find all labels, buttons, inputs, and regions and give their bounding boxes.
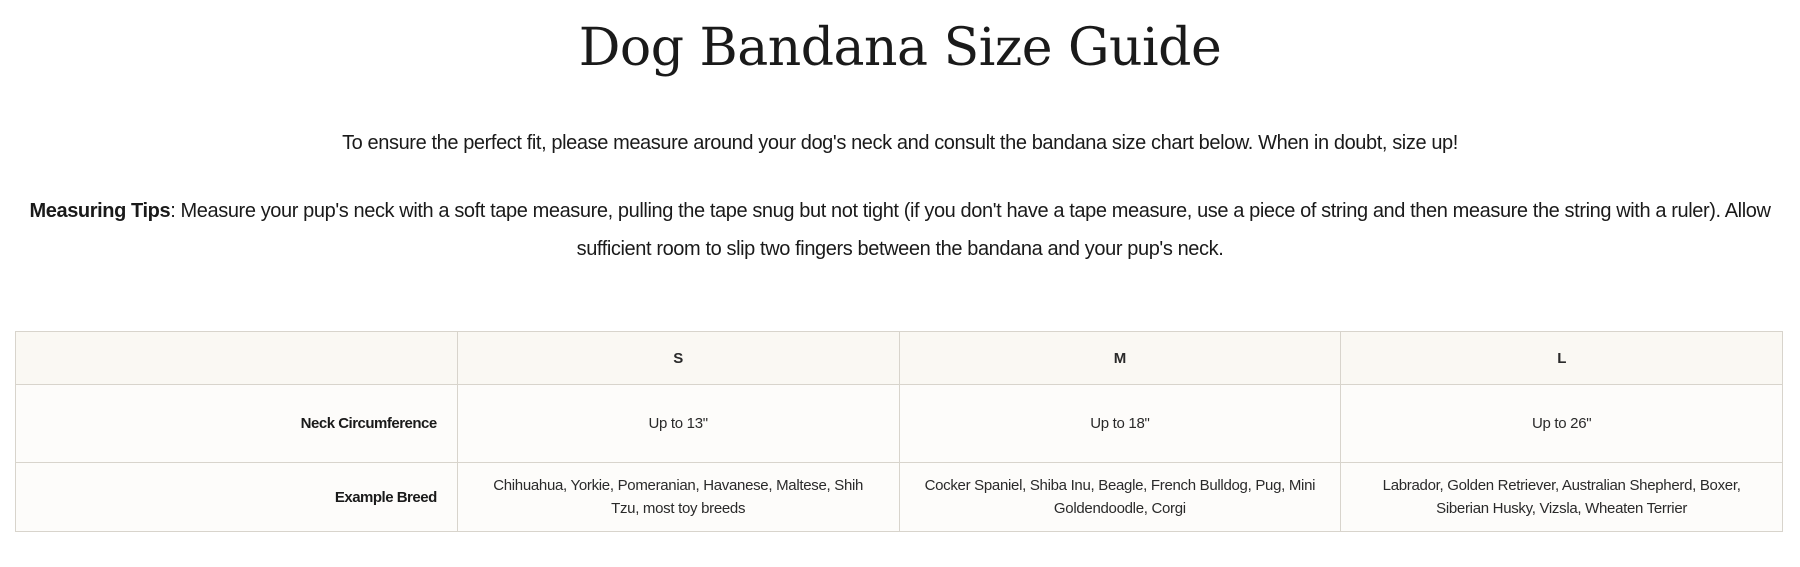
header-cell-l: L (1341, 332, 1783, 385)
size-chart-table (15, 331, 1783, 532)
header-cell-empty (16, 332, 458, 385)
header-cell-s: S (457, 332, 899, 385)
row-label: Neck Circumference (16, 385, 458, 463)
intro-text: To ensure the perfect fit, please measure around your dog's neck and consult the bandana size chart below. When in doubt, size up! (342, 132, 1458, 154)
table-cell: Up to 18" (899, 385, 1341, 463)
measuring-tips (18, 192, 1782, 268)
measuring-tips-text: : Measure your pup's neck with a soft tape measure, pulling the tape snug but not tight (if you don't have a tape measure, use a piece of string and then measure the string with a ruler). Allow sufficient room to slip two fingers between the bandana and your pup's neck. (170, 200, 1771, 260)
table-cell: Chihuahua, Yorkie, Pomeranian, Havanese, Maltese, Shih Tzu, most toy breeds (457, 463, 899, 532)
table-row-example-breed (16, 463, 1783, 532)
table-header-row (16, 332, 1783, 385)
page-title: Dog Bandana Size Guide (578, 18, 1222, 78)
table-cell: Labrador, Golden Retriever, Australian Shepherd, Boxer, Siberian Husky, Vizsla, Wheaten Terrier (1341, 463, 1783, 532)
table-cell: Cocker Spaniel, Shiba Inu, Beagle, French Bulldog, Pug, Mini Goldendoodle, Corgi (899, 463, 1341, 532)
header-cell-m: M (899, 332, 1341, 385)
table-cell: Up to 13" (457, 385, 899, 463)
measuring-tips-label: Measuring Tips (29, 200, 171, 222)
table-row-neck-circumference (16, 385, 1783, 463)
table-cell: Up to 26" (1341, 385, 1783, 463)
row-label: Example Breed (16, 463, 458, 532)
